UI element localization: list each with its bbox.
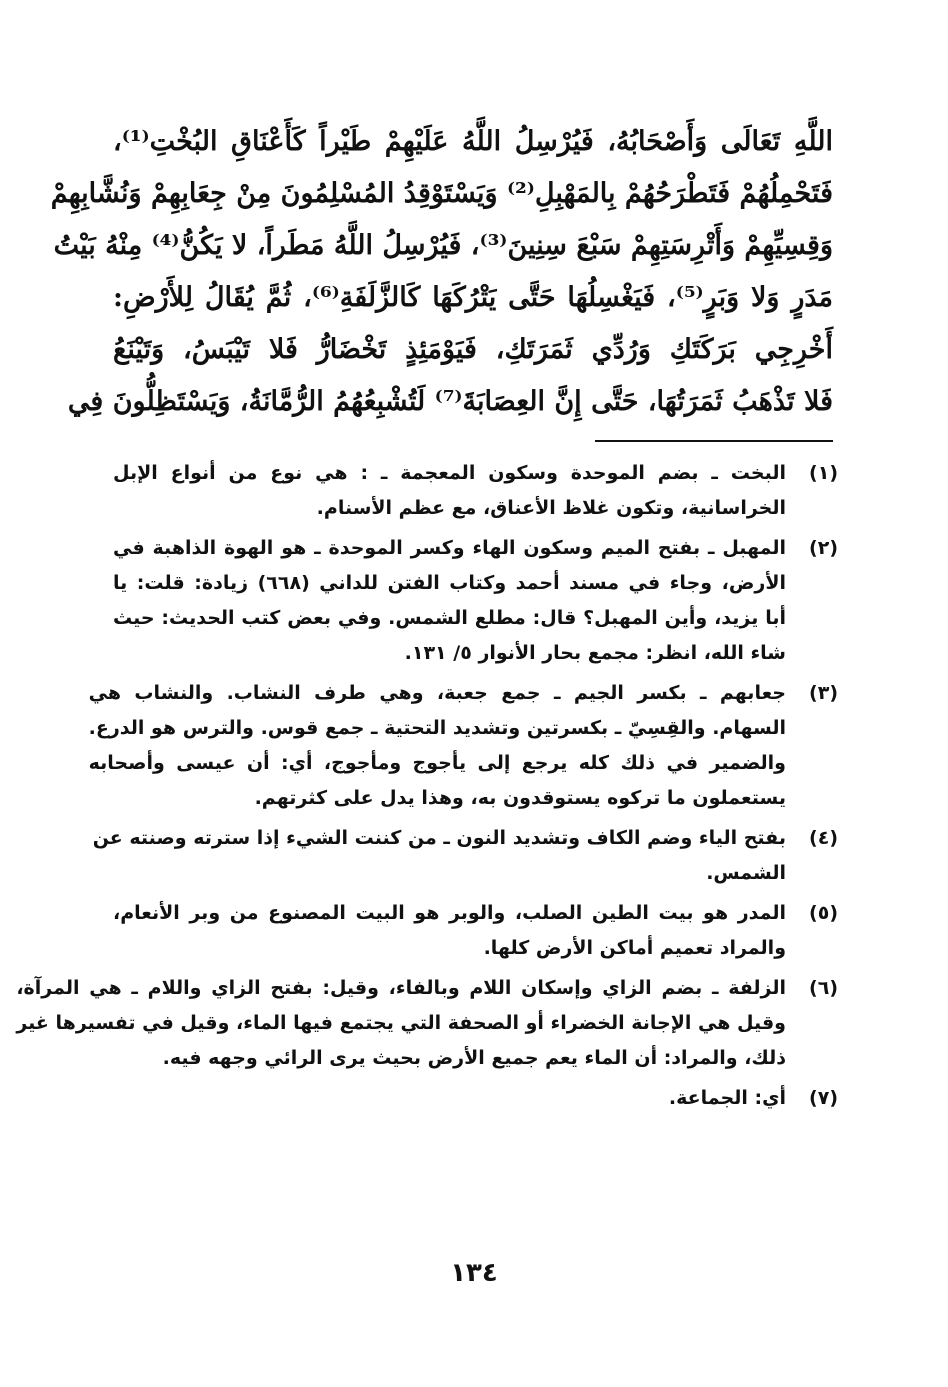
footnote-body <box>16 971 786 1076</box>
footnote-line: الشمس. <box>706 862 786 884</box>
footnote-line: السهام. والقِسِيّ ـ بكسرتين وتشديد التحتية ـ جمع قوس. والترس هو الدرع. <box>88 717 786 739</box>
footnote-number: (١) <box>809 462 838 484</box>
main-text-line: اللَّهِ تَعَالَى وَأَصْحَابُهُ، فَيُرْسِلُ اللَّهُ عَلَيْهِمْ طَيْراً كَأَعْنَاقِ البُخْتِ⁽¹⁾، <box>113 126 833 157</box>
footnote-4 <box>92 821 838 891</box>
footnote-line: والمراد تعميم أماكن الأرض كلها. <box>483 937 786 959</box>
footnote-line: أي: الجماعة. <box>668 1087 786 1109</box>
footnote-body <box>113 531 786 671</box>
footnote-number: (٧) <box>809 1087 838 1109</box>
footnote-line: شاء الله، انظر: مجمع بحار الأنوار ٥/ ١٣١. <box>404 642 786 664</box>
footnote-6 <box>16 971 838 1076</box>
footnotes <box>16 456 838 1121</box>
footnote-line: أبا يزيد، وأين المهبل؟ قال: مطلع الشمس. وفي بعض كتب الحديث: حيث <box>113 607 786 629</box>
footnote-number: (٤) <box>809 827 838 849</box>
footnote-line: بفتح الياء وضم الكاف وتشديد النون ـ من كننت الشيء إذا سترته وصنته عن <box>92 827 786 849</box>
footnote-body <box>113 456 786 526</box>
footnote-line: المهبل ـ بفتح الميم وسكون الهاء وكسر الموحدة ـ هو الهوة الذاهبة في <box>113 537 786 559</box>
footnote-line: وقيل هي الإجانة الخضراء أو الصحفة التي يجتمع فيها الماء، وقيل في تفسيرها غير <box>16 1012 786 1034</box>
main-text-line: أَخْرِجِي بَرَكَتَكِ وَرُدِّي ثَمَرَتَكِ، فَيَوْمَئِذٍ تَخْضَارُّ فَلا تَيْبَسُ، وَتَيْنَعُ <box>113 334 833 365</box>
footnote-line: ذلك، والمراد: أن الماء يعم جميع الأرض بحيث يرى الرائي وجهه فيه. <box>162 1047 786 1069</box>
footnote-body <box>113 1081 786 1116</box>
footnote-2 <box>113 531 838 671</box>
footnote-number: (٦) <box>809 977 838 999</box>
footnote-body <box>89 676 786 816</box>
footnote-3 <box>88 676 838 816</box>
footnote-line: والضمير في ذلك كله يرجع إلى يأجوج ومأجوج، أي: أن عيسى وأصحابه <box>88 752 786 774</box>
footnote-number: (٢) <box>809 537 838 559</box>
footnote-line: يستعملون ما تركوه يستوقدون به، وهذا يدل على كثرتهم. <box>254 787 786 809</box>
footnote-line: جعابهم ـ بكسر الجيم ـ جمع جعبة، وهي طرف النشاب. والنشاب هي <box>88 682 786 704</box>
footnote-body <box>113 896 786 966</box>
footnote-line: المدر هو بيت الطين الصلب، والوبر هو البيت المصنوع من وبر الأنعام، <box>113 902 786 924</box>
main-text <box>50 116 834 428</box>
footnote-line: البخت ـ بضم الموحدة وسكون المعجمة ـ : هي نوع من أنواع الإبل <box>113 462 786 484</box>
footnote-7 <box>113 1081 838 1116</box>
footnote-number: (٥) <box>809 902 838 924</box>
footnote-separator-rule <box>595 440 833 442</box>
footnote-body <box>93 821 786 891</box>
page-number: ١٣٤ <box>450 1258 498 1288</box>
footnote-number: (٣) <box>809 682 838 704</box>
main-text-line: فَلا تَذْهَبُ ثَمَرَتُهَا، حَتَّى إِنَّ العِصَابَةَ⁽⁷⁾ لَتُشْبِعُهُمُ الرُّمَّانَةُ، وَيَسْتَظِلُّونَ فِي <box>67 386 833 417</box>
footnote-5 <box>113 896 838 966</box>
main-text-line: وَقِسِيِّهِمْ وَأَتْرِسَتِهِمْ سَبْعَ سِنِينَ⁽³⁾، فَيُرْسِلُ اللَّهُ مَطَراً، لا يَكُنُّ⁽⁴⁾ مِنْهُ بَيْتُ <box>53 230 833 261</box>
footnote-1 <box>113 456 838 526</box>
footnote-line: الزلفة ـ بضم الزاي وإسكان اللام وبالفاء، وقيل: بفتح الزاي واللام ـ هي المرآة، <box>16 977 786 999</box>
main-text-line: مَدَرٍ وَلا وَبَرٍ⁽⁵⁾، فَيَغْسِلُهَا حَتَّى يَتْرُكَهَا كَالزَّلَفَةِ⁽⁶⁾، ثُمَّ يُقَالُ لِلأَرْضِ: <box>113 282 834 313</box>
footnote-line: الأرض، وجاء في مسند أحمد وكتاب الفتن للداني (٦٦٨) زيادة: قلت: يا <box>113 572 786 594</box>
main-text-line: فَتَحْمِلُهُمْ فَتَطْرَحُهُمْ بِالمَهْبِلِ⁽²⁾ وَيَسْتَوْقِدُ المُسْلِمُونَ مِنْ جِعَابِهِمْ وَنُشَّابِهِمْ <box>50 178 833 209</box>
footnote-line: الخراسانية، وتكون غلاظ الأعناق، مع عظم الأسنام. <box>316 497 786 519</box>
